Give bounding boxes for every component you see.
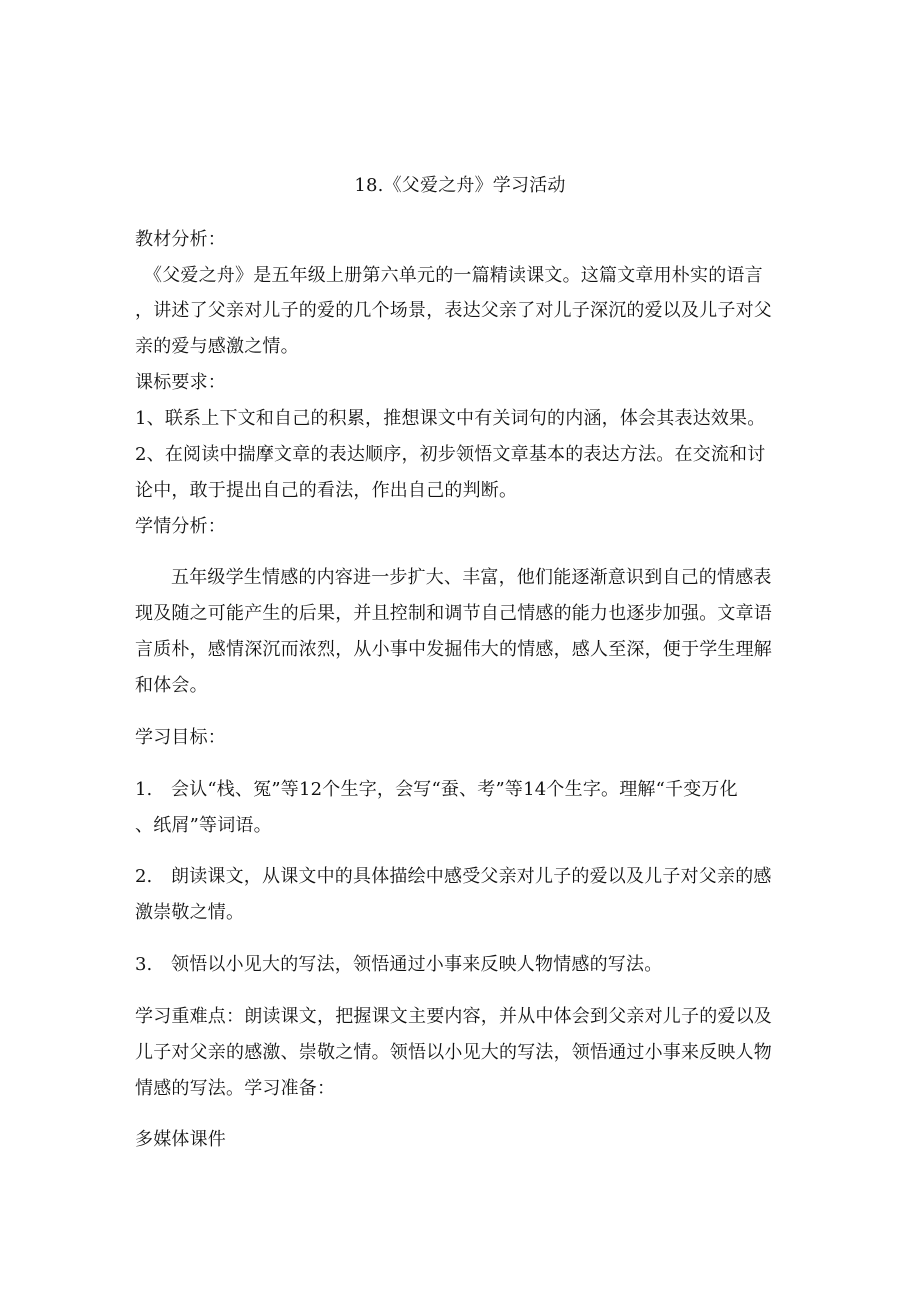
paragraph-line: 《父爱之舟》是五年级上册第六单元的一篇精读课文。这篇文章用朴实的语言 bbox=[144, 265, 763, 286]
section-heading-objectives: 学习目标： bbox=[135, 727, 226, 748]
objective-line: 、纸屑”等词语。 bbox=[135, 815, 272, 836]
paragraph-line: 和体会。 bbox=[135, 675, 208, 696]
objective-line: 领悟以小见大的写法，领悟通过小事来反映人物情感的写法。 bbox=[171, 954, 663, 975]
section-heading-curriculum: 课标要求： bbox=[135, 372, 226, 393]
objective-line: 会认“栈、冤”等12个生字，会写“蚕、考”等14个生字。理解“千变万化 bbox=[171, 779, 738, 800]
section-heading-student-analysis: 学情分析： bbox=[135, 516, 226, 537]
page-title: 18.《父爱之舟》学习活动 bbox=[354, 175, 566, 196]
objective-number: 1. bbox=[135, 779, 153, 800]
key-points-line: 儿子对父亲的感激、崇敬之情。领悟以小见大的写法，领悟通过小事来反映人物 bbox=[135, 1042, 772, 1063]
preparation-text: 多媒体课件 bbox=[135, 1129, 226, 1150]
paragraph-line: 五年级学生情感的内容进一步扩大、丰富，他们能逐渐意识到自己的情感表 bbox=[171, 567, 772, 588]
objective-line: 朗读课文，从课文中的具体描绘中感受父亲对儿子的爱以及儿子对父亲的感 bbox=[171, 866, 772, 887]
objective-line: 激崇敬之情。 bbox=[135, 902, 245, 923]
paragraph-line: ，讲述了父亲对儿子的爱的几个场景，表达父亲了对儿子深沉的爱以及儿子对父 bbox=[135, 300, 772, 321]
key-points-line: 学习重难点：朗读课文，把握课文主要内容，并从中体会到父亲对儿子的爱以及 bbox=[135, 1006, 772, 1027]
paragraph-line: 1、联系上下文和自己的积累，推想课文中有关词句的内涵，体会其表达效果。 bbox=[135, 408, 766, 429]
objective-number: 3. bbox=[135, 954, 153, 975]
objective-number: 2. bbox=[135, 866, 153, 887]
paragraph-line: 2、在阅读中揣摩文章的表达顺序，初步领悟文章基本的表达方法。在交流和讨 bbox=[135, 444, 766, 465]
paragraph-line: 言质朴，感情深沉而浓烈，从小事中发掘伟大的情感，感人至深，便于学生理解 bbox=[135, 639, 772, 660]
key-points-line: 情感的写法。学习准备： bbox=[135, 1078, 336, 1099]
paragraph-line: 亲的爱与感激之情。 bbox=[135, 336, 299, 357]
section-heading-material: 教材分析： bbox=[135, 229, 226, 250]
paragraph-line: 论中，敢于提出自己的看法，作出自己的判断。 bbox=[135, 480, 518, 501]
paragraph-line: 现及随之可能产生的后果，并且控制和调节自己情感的能力也逐步加强。文章语 bbox=[135, 603, 772, 624]
